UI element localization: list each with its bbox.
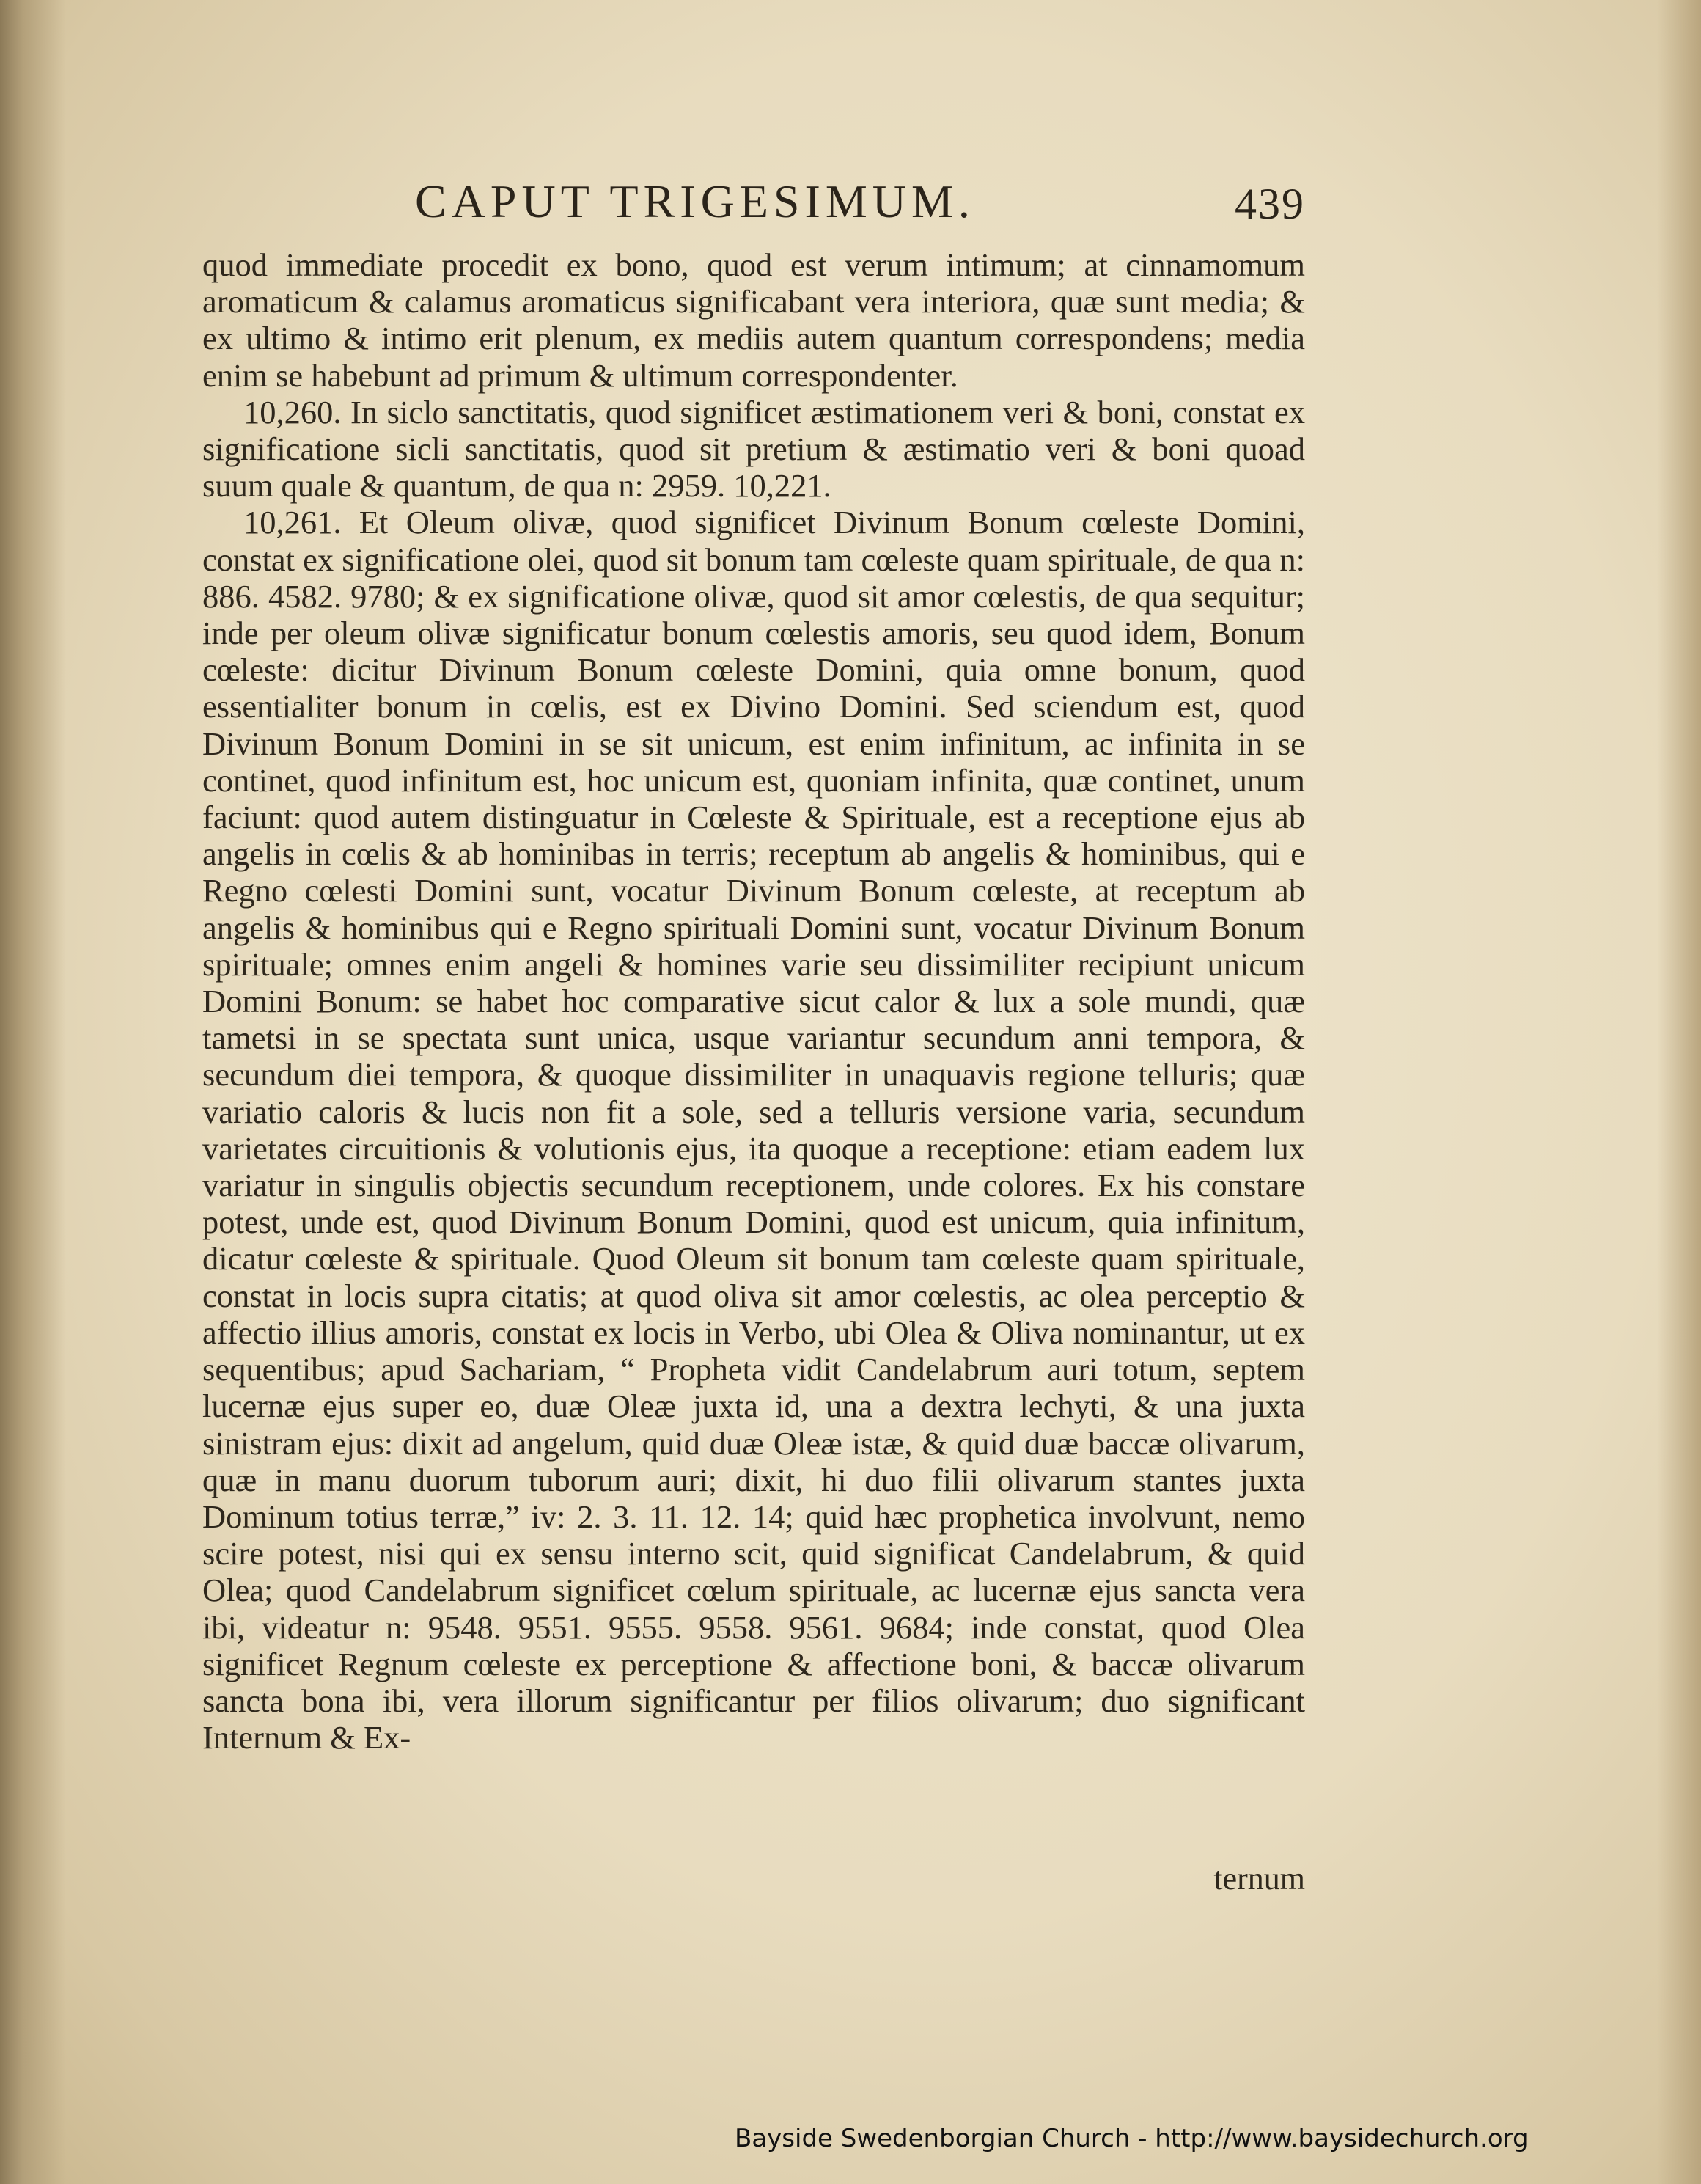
paragraph-10260: 10,260. In siclo sanctitatis, quod significet æstimationem veri & boni, constat ex significatione sicli sanctitatis, quod sit pretium & æstimatio veri & boni quoad suum quale & quantum, de qua n: 2959. 10,221.	[202, 393, 1305, 505]
page-number: 439	[1235, 180, 1305, 228]
paragraph-10261: 10,261. Et Oleum olivæ, quod significet Divinum Bonum cœleste Domini, constat ex significatione olei, quod sit bonum tam cœleste quam spirituale, de qua n: 886. 4582. 9780; & ex significatione olivæ, quod sit amor cœlestis, de qua sequitur; inde per oleum olivæ significatur bonum cœlestis amoris, seu quod idem, Bonum cœleste: dicitur Divinum Bonum cœleste Domini, quia omne bonum, quod essentialiter bonum in cœlis, est ex Divino Domini. Sed sciendum est, quod Divinum Bonum Domini in se sit unicum, est enim infinitum, ac infinita in se continet, quod infinitum est, hoc unicum est, quoniam infinita, quæ continet, unum faciunt: quod autem distinguatur in Cœleste & Spirituale, est a receptione ejus ab angelis in cœlis & ab hominibas in terris; receptum ab angelis & hominibus, qui e Regno cœlesti Domini sunt, vocatur Divinum Bonum cœleste, at receptum ab angelis & hominibus qui e Regno spirituali Domini sunt, vocatur Divinum Bonum spirituale; omnes enim angeli & homines varie seu dissimiliter recipiunt unicum Domini Bonum: se habet hoc comparative sicut calor & lux a sole mundi, quæ tametsi in se spectata sunt unica, usque variantur secundum anni tempora, & secundum diei tempora, & quoque dissimiliter in unaquavis regione telluris; quæ variatio caloris & lucis non fit a sole, sed a telluris versione varia, secundum varietates circuitionis & volutionis ejus, ita quoque a receptione: etiam eadem lux variatur in singulis objectis secundum receptionem, unde colores. Ex his constare potest, unde est, quod Divinum Bonum Domini, quod est unicum, quia infinitum, dicatur cœleste & spirituale. Quod Oleum sit bonum tam cœleste quam spirituale, constat in locis supra citatis; at quod oliva sit amor cœlestis, ac olea perceptio & affectio illius amoris, constat ex locis in Verbo, ubi Olea & Oliva nominantur, ut ex sequentibus; apud Sachariam, “ Propheta vidit Candelabrum auri totum, septem lucernæ ejus super eo, duæ Oleæ juxta id, una a dextra lechyti, & una juxta sinistram ejus: dixit ad angelum, quid duæ Oleæ istæ, & quid duæ baccæ olivarum, quæ in manu duorum tuborum auri; dixit, hi duo filii olivarum stantes juxta Dominum totius terræ,” iv: 2. 3. 11. 12. 14; quid hæc prophetica involvunt, nemo scire potest, nisi qui ex sensu interno scit, quid significat Candelabrum, & quid Olea; quod Candelabrum significet cœlum spirituale, ac lucernæ ejus sancta vera ibi, videatur n: 9548. 9551. 9555. 9558. 9561. 9684; inde constat, quod Olea significet Regnum cœleste ex perceptione & affectione boni, & baccæ olivarum sancta bona ibi, vera illorum significantur per filios olivarum; duo significant Internum & Ex-	[202, 504, 1306, 1756]
catchword: ternum	[1213, 1861, 1305, 1897]
page-edge-shadow	[1657, 0, 1701, 2184]
running-title: CAPUT TRIGESIMUM.	[415, 175, 975, 227]
page-gutter-shadow	[0, 0, 66, 2184]
body-text	[202, 246, 1305, 1756]
paragraph-continuation: quod immediate procedit ex bono, quod est verum intimum; at cinnamomum aromaticum & calamus aromaticus significabant vera interiora, quæ sunt media; & ex ultimo & intimo erit plenum, ex mediis autem quantum correspondens; media enim se habebunt ad primum & ultimum correspondenter.	[202, 246, 1305, 394]
page-header	[202, 175, 1305, 241]
watermark-credit: Bayside Swedenborgian Church - http://www.baysidechurch.org	[735, 2124, 1529, 2153]
